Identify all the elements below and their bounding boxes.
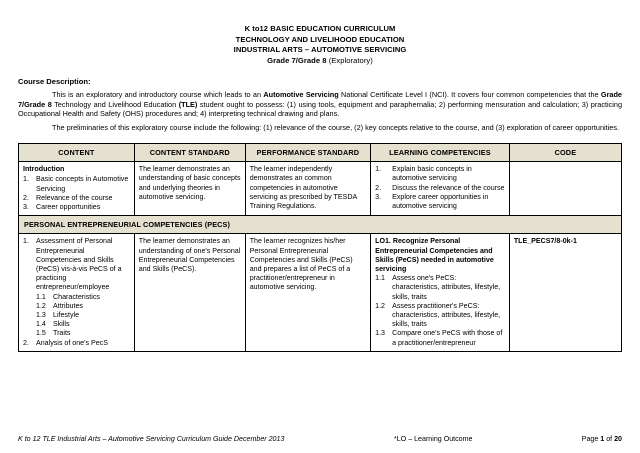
- list-text: Analysis of one's PecS: [36, 338, 108, 347]
- list-item: [23, 203, 130, 212]
- list-text: Traits: [53, 329, 71, 338]
- page-current: 1: [600, 435, 605, 443]
- page-of: of: [604, 435, 615, 443]
- list-item: [375, 274, 505, 302]
- para1-bold-grade: Grade 7/Grade 8: [18, 90, 622, 109]
- list-text: Characteristics: [53, 292, 100, 301]
- list-text: Assess practitioner's PeCS: characteristics, attributes, lifestyle, skills, traits: [392, 301, 501, 329]
- list-text: Compare one's PeCS with those of a practitioner/entrepreneur: [392, 329, 503, 347]
- list-marker: 2.: [23, 338, 29, 347]
- list-item: [375, 329, 505, 347]
- list-marker: 1.: [23, 175, 29, 184]
- table-section-row-pecs: [19, 216, 622, 234]
- pecs-sub-list: [36, 293, 130, 339]
- cell-content-pecs: [19, 234, 135, 351]
- exploratory-label: (Exploratory): [326, 55, 373, 65]
- list-item: [375, 302, 505, 330]
- list-item: [36, 302, 130, 311]
- cell-content-standard-introduction: The learner demonstrates an understanding of basic concepts and underlying theories in automotive servicing.: [134, 162, 245, 216]
- table-row: [19, 162, 622, 216]
- list-marker: 1.: [23, 237, 29, 246]
- header-line-grade: [18, 56, 622, 67]
- list-item: [375, 184, 505, 193]
- pecs-content-list: [23, 237, 130, 347]
- table-row: [19, 234, 622, 351]
- list-marker: 2.: [375, 183, 382, 192]
- footer-page-number: [544, 435, 622, 443]
- cell-code-introduction: [509, 162, 621, 216]
- page-prefix: Page: [581, 435, 601, 443]
- cell-content-standard-pecs: The learner demonstrates an understanding of one's Personal Entrepreneurial Competencies and Skills (PeCS).: [134, 234, 245, 351]
- list-marker: 3.: [375, 192, 382, 201]
- list-text: Skills: [53, 320, 70, 329]
- cell-performance-standard-introduction: The learner independently demonstrates an common competencies in automotive servicing as prescribed by TESDA Training Regulations.: [245, 162, 370, 216]
- column-header-content-standard: CONTENT STANDARD: [134, 144, 245, 162]
- list-text: Assessment of Personal Entrepreneurial Competencies and Skills (PeCS) vis-à-vis PeCS of a practicing entrepreneur/employee: [36, 237, 122, 292]
- introduction-content-list: [23, 175, 130, 212]
- table-header-row: [19, 144, 622, 162]
- list-marker: 1.1: [375, 274, 385, 283]
- para1-part-a: This is an exploratory and introductory course which leads to an: [52, 90, 264, 100]
- document-header: [18, 24, 622, 66]
- section-row-label: PERSONAL ENTREPRENEURIAL COMPETENCIES (PECS): [19, 216, 622, 234]
- list-marker: 1.3: [36, 311, 46, 320]
- list-marker: 3.: [23, 203, 29, 212]
- list-item: [36, 311, 130, 320]
- cell-content-introduction: [19, 162, 135, 216]
- list-text: Explore career opportunities in automotive servicing: [392, 192, 489, 211]
- list-marker: 1.3: [375, 329, 385, 338]
- header-line-industrial-arts: INDUSTRIAL ARTS – AUTOMOTIVE SERVICING: [233, 45, 407, 55]
- course-description-label: Course Description:: [18, 77, 91, 87]
- column-header-performance-standard: PERFORMANCE STANDARD: [245, 144, 370, 162]
- list-marker: 1.4: [36, 320, 46, 329]
- list-item: [375, 193, 505, 211]
- curriculum-table: [18, 143, 622, 352]
- cell-learning-competencies-introduction: [371, 162, 510, 216]
- list-text: Lifestyle: [53, 311, 80, 320]
- para1-part-g: student ought to possess: (1) using tools, equipment and paraphernalia; 2) performing mensuration and calculation; 3) practicing Occupational Health and Safety (OHS) procedures and; 4) interpreting technical drawing and plans.: [18, 99, 622, 119]
- list-text: Discuss the relevance of the course: [392, 183, 505, 192]
- list-marker: 2.: [23, 193, 29, 202]
- list-text: Assess one's PeCS: characteristics, attributes, lifestyle, skills, traits: [392, 274, 501, 301]
- list-text: Basic concepts in Automotive Servicing: [36, 175, 129, 193]
- grade-label: Grade 7/Grade 8: [267, 55, 327, 65]
- list-item: [23, 175, 130, 193]
- page-footer: [18, 435, 622, 443]
- list-marker: 1.: [375, 165, 382, 174]
- footer-legend: *LO – Learning Outcome: [394, 435, 473, 443]
- list-item: [36, 293, 130, 302]
- course-description-paragraph-1: [18, 90, 622, 118]
- content-title-introduction: Introduction: [23, 165, 65, 174]
- list-item: [23, 237, 130, 338]
- list-text: Explain basic concepts in automotive servicing: [392, 165, 472, 183]
- para1-part-e: Technology and Livelihood Education: [51, 99, 179, 109]
- column-header-learning-competencies: LEARNING COMPETENCIES: [371, 144, 510, 162]
- list-item: [36, 329, 130, 338]
- para1-bold-tle: (TLE): [178, 99, 198, 109]
- footer-document-title: K to 12 TLE Industrial Arts – Automotive Servicing Curriculum Guide December 2013: [18, 435, 285, 443]
- cell-learning-competencies-pecs: [371, 234, 510, 351]
- column-header-content: CONTENT: [19, 144, 135, 162]
- cell-code-pecs: TLE_PECS7/8-0k-1: [509, 234, 621, 351]
- page-total: 20: [614, 435, 622, 443]
- list-marker: 1.5: [36, 329, 46, 338]
- list-marker: 1.2: [375, 301, 385, 310]
- list-text: Relevance of the course: [36, 193, 113, 202]
- list-marker: 1.2: [36, 301, 46, 310]
- list-item: [23, 339, 130, 348]
- introduction-competency-list: [375, 165, 505, 211]
- list-item: [36, 320, 130, 329]
- pecs-competency-list: [375, 274, 505, 348]
- course-description-paragraph-2: The preliminaries of this exploratory course include the following: (1) relevance of the course, (2) key concepts relative to the course, and (3) exploration of career opportunities.: [52, 122, 620, 132]
- list-text: Attributes: [53, 301, 83, 310]
- list-text: Career opportunities: [36, 203, 101, 212]
- list-item: [23, 194, 130, 203]
- para1-bold-automotive-servicing: Automotive Servicing: [263, 90, 339, 100]
- header-line-tle: TECHNOLOGY AND LIVELIHOOD EDUCATION: [235, 34, 405, 44]
- cell-performance-standard-pecs: The learner recognizes his/her Personal Entrepreneurial Competencies and Skills (PeCS) and prepares a list of PeCS of a practitioner/entrepreneur in automotive servicing.: [245, 234, 370, 351]
- learning-outcome-title: LO1. Recognize Personal Entrepreneurial Competencies and Skills (PeCS) needed in automotive servicing: [375, 237, 494, 274]
- para1-part-c: National Certificate Level I (NCI). It covers four common competencies that the: [338, 90, 601, 100]
- column-header-code: CODE: [509, 144, 621, 162]
- list-item: [375, 165, 505, 183]
- list-marker: 1.1: [36, 292, 46, 301]
- header-line-curriculum: K to12 BASIC EDUCATION CURRICULUM: [244, 24, 396, 33]
